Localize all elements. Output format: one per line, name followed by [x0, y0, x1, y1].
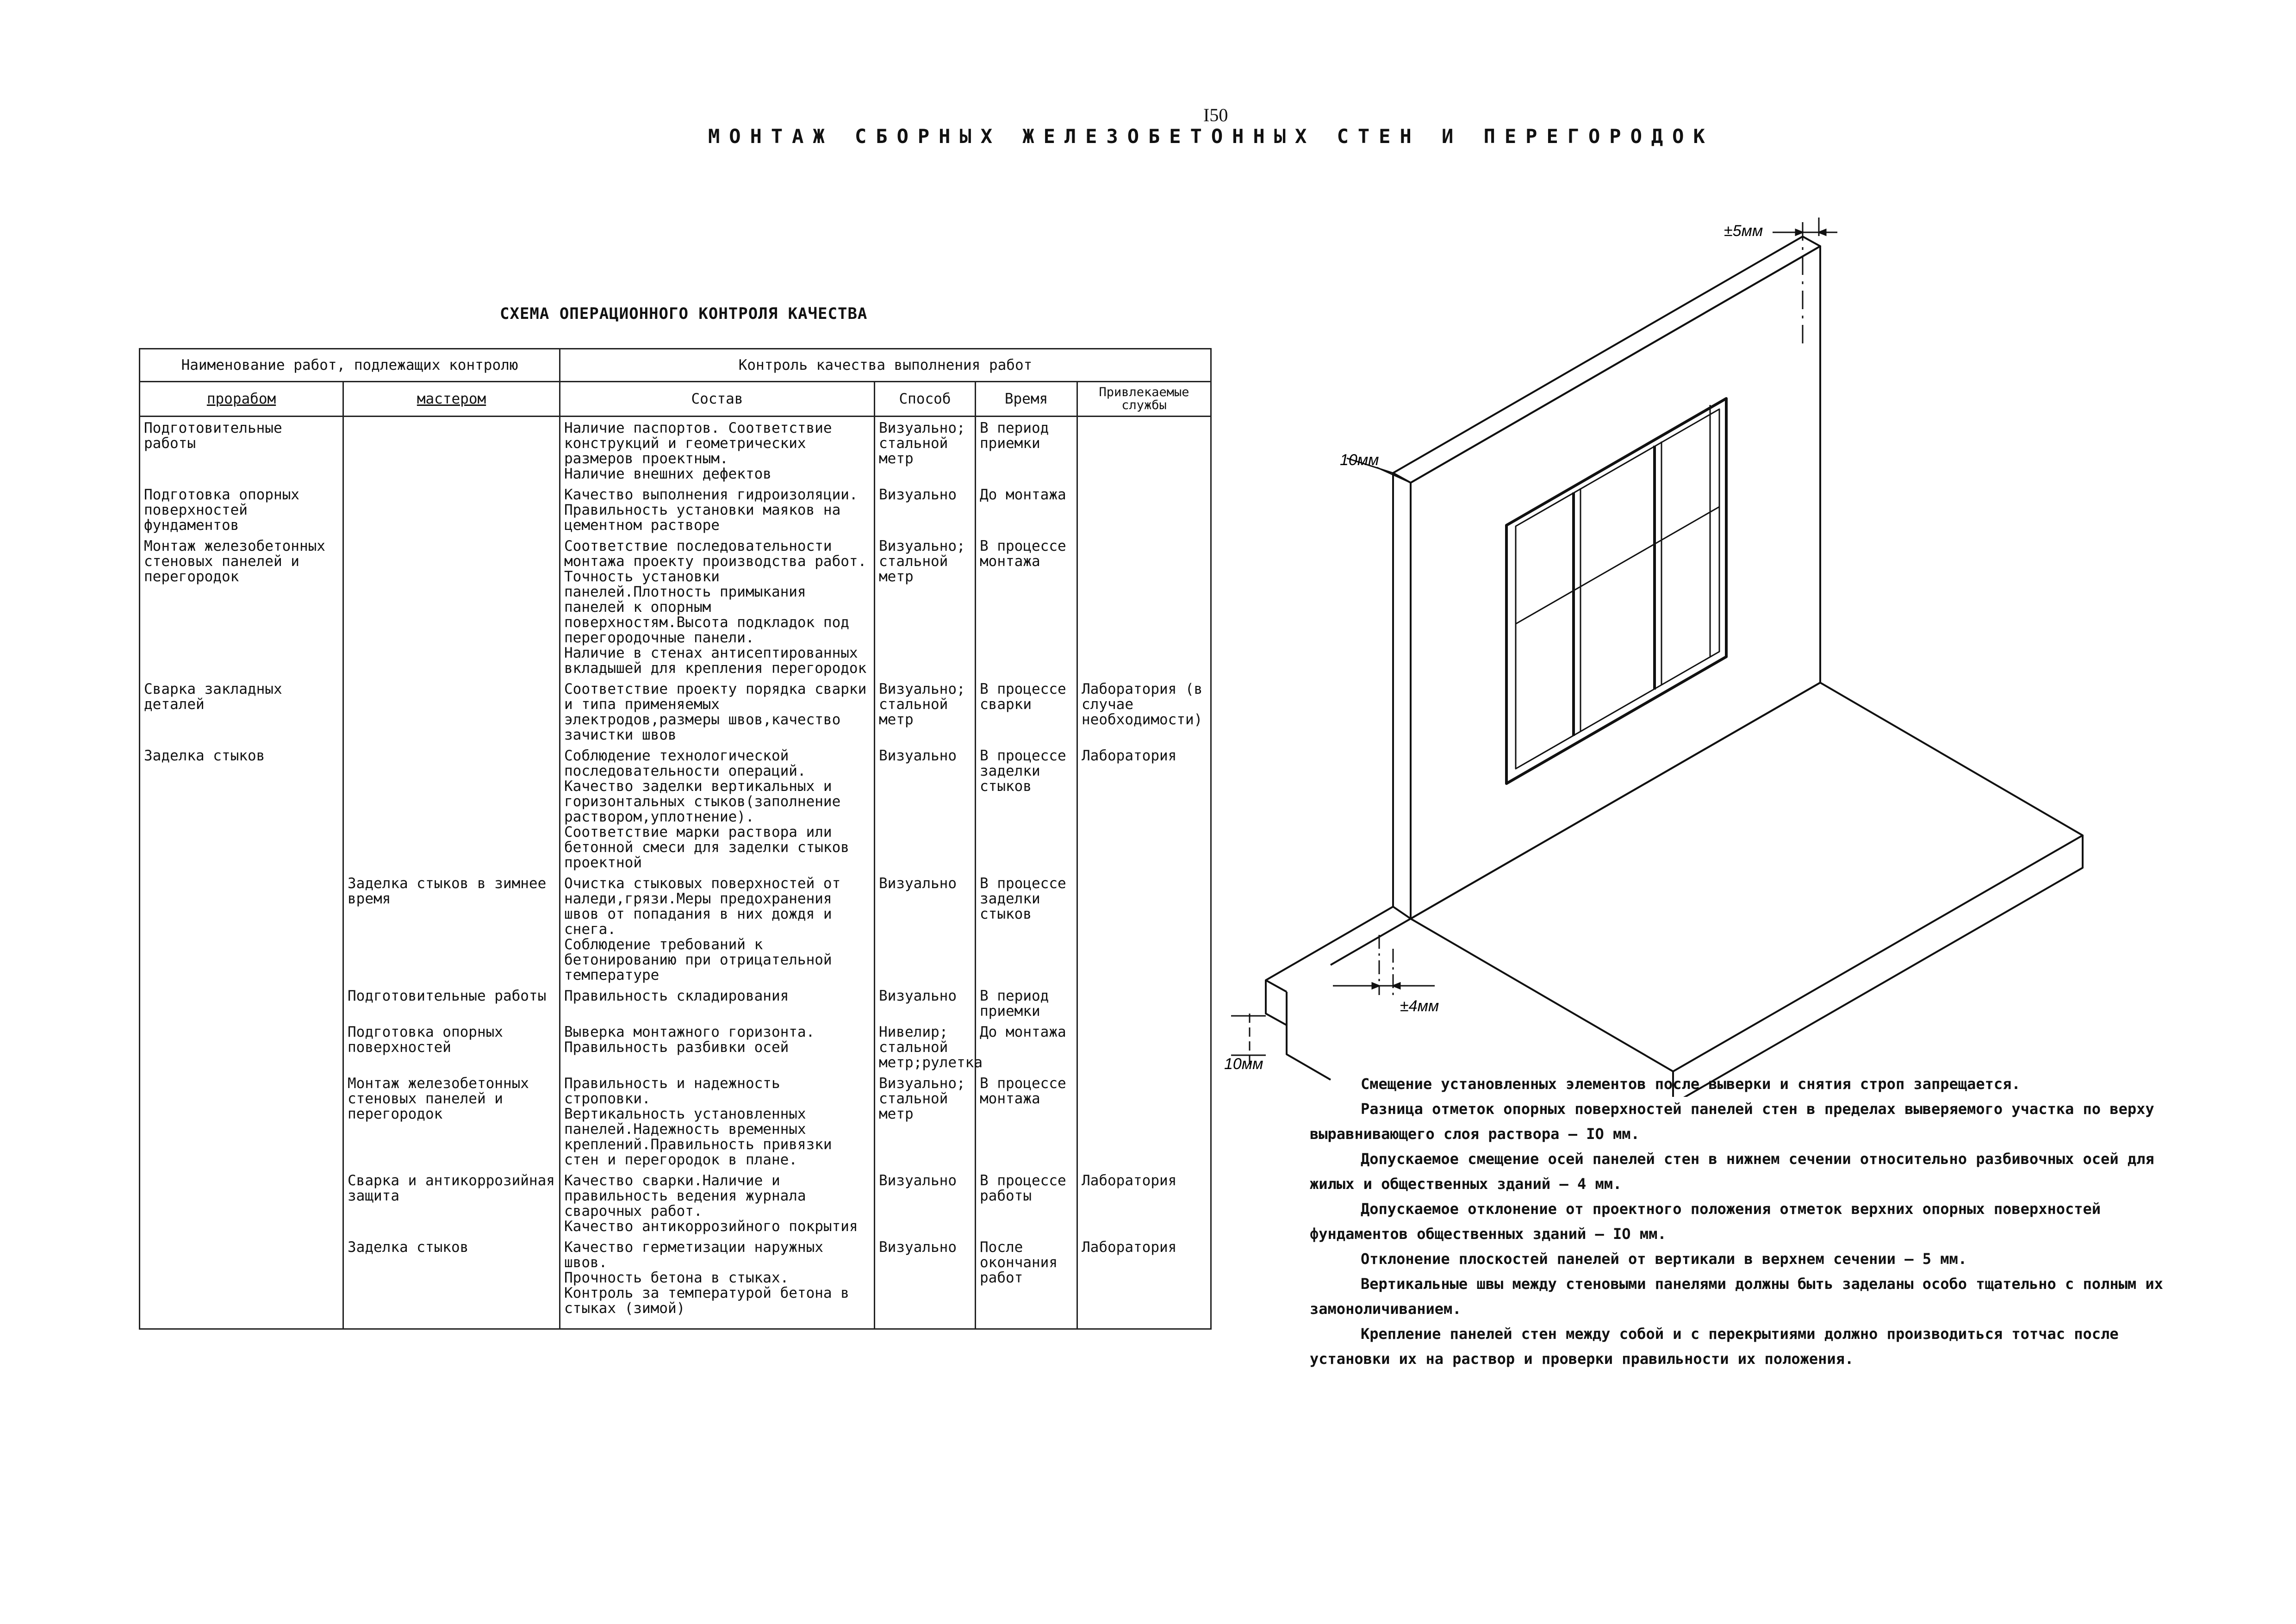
- cell-service: [1077, 872, 1211, 985]
- cell-foreman: Подготовка опорных поверхностей фундаментов: [140, 484, 343, 535]
- table-row: [140, 872, 1211, 985]
- cell-time: В процессе заделки стыков: [976, 872, 1077, 985]
- cell-composition: Качество сварки.Наличие и правильность ведения журнала сварочных работ. Качество антикоррозийного покрытия: [560, 1170, 875, 1236]
- note-paragraph: Смещение установленных элементов после выверки и снятия строп запрещается.: [1361, 1075, 2021, 1093]
- cell-time: В процессе работы: [976, 1170, 1077, 1236]
- cell-foreman: Монтаж железобетонных стеновых панелей и перегородок: [140, 535, 343, 678]
- cell-service: [1077, 1072, 1211, 1170]
- window-opening: [1506, 398, 1726, 784]
- table-title: СХЕМА ОПЕРАЦИОННОГО КОНТРОЛЯ КАЧЕСТВА: [500, 305, 868, 323]
- cell-foreman: [140, 1236, 343, 1329]
- cell-master: [343, 678, 560, 745]
- table-row: [140, 1170, 1211, 1236]
- cell-master: [343, 745, 560, 872]
- notes-block: [1310, 1071, 2189, 1371]
- dim-label-5mm: ±5мм: [1724, 222, 1763, 240]
- cell-service: [1077, 484, 1211, 535]
- cell-composition: Очистка стыковых поверхностей от наледи,грязи.Меры предохранения швов от попадания в них дождя и снега. Соблюдение требований к бетонированию при отрицательной температуре: [560, 872, 875, 985]
- note-paragraph: Разница отметок опорных поверхностей панелей стен в пределах выверяемого участка по верху выравнивающего слоя раствора – IO мм.: [1310, 1100, 2154, 1143]
- table-body: [140, 417, 1211, 1329]
- cell-composition: Наличие паспортов. Соответствие конструкций и геометрических размеров проектным. Наличие внешних дефектов: [560, 417, 875, 484]
- cell-service: [1077, 1021, 1211, 1072]
- dim-label-10mm-edge: 10мм: [1340, 451, 1379, 469]
- cell-composition: Соответствие последовательности монтажа проекту производства работ. Точность установки панелей.Плотность примыкания панелей к опорным поверхностям.Высота подкладок под перегородочные панели. Наличие в стенах антисептированных вкладышей для крепления перегородок: [560, 535, 875, 678]
- cell-service: Лаборатория: [1077, 1236, 1211, 1329]
- cell-foreman: [140, 872, 343, 985]
- cell-method: Визуально: [875, 484, 976, 535]
- cell-service: [1077, 417, 1211, 484]
- cell-foreman: Сварка закладных деталей: [140, 678, 343, 745]
- cell-time: В период приемки: [976, 417, 1077, 484]
- page-heading: МОНТАЖ СБОРНЫХ ЖЕЛЕЗОБЕТОННЫХ СТЕН И ПЕРЕГОРОДОК: [708, 125, 1714, 148]
- cell-time: В процессе монтажа: [976, 1072, 1077, 1170]
- cell-foreman: [140, 1021, 343, 1072]
- floor-slab-front: [1673, 835, 2083, 1097]
- cell-service: Лаборатория: [1077, 745, 1211, 872]
- window-transom: [1516, 507, 1719, 624]
- wall-panel-drawing: [1222, 218, 2194, 1097]
- table-row: [140, 1072, 1211, 1170]
- cell-time: После окончания работ: [976, 1236, 1077, 1329]
- wall-panel-edge: [1393, 236, 1820, 483]
- table-row: [140, 678, 1211, 745]
- table-row: [140, 417, 1211, 484]
- floor-slab-top: [1411, 683, 2083, 1071]
- cell-method: Визуально: [875, 872, 976, 985]
- col-header-method: Способ: [875, 382, 976, 417]
- cell-method: Визуально: [875, 1170, 976, 1236]
- col-header-time: Время: [976, 382, 1077, 417]
- cell-master: Заделка стыков в зимнее время: [343, 872, 560, 985]
- window-frame-inner: [1516, 409, 1719, 769]
- cell-master: Сварка и антикоррозийная защита: [343, 1170, 560, 1236]
- wall-panel-face: [1411, 246, 1820, 919]
- cell-time: В процессе сварки: [976, 678, 1077, 745]
- note-paragraph: Допускаемое отклонение от проектного положения отметок верхних опорных поверхностей фундаментов общественных зданий – IO мм.: [1310, 1200, 2101, 1243]
- page-number: I50: [1203, 105, 1228, 125]
- cell-time: В процессе заделки стыков: [976, 745, 1077, 872]
- table-row: [140, 985, 1211, 1021]
- cell-master: Заделка стыков: [343, 1236, 560, 1329]
- cell-service: Лаборатория (в случае необходимости): [1077, 678, 1211, 745]
- cell-master: [343, 484, 560, 535]
- cell-method: Нивелир; стальной метр;рулетка: [875, 1021, 976, 1072]
- cell-method: Визуально: [875, 745, 976, 872]
- cell-master: [343, 535, 560, 678]
- cell-foreman: [140, 1170, 343, 1236]
- cell-foreman: [140, 985, 343, 1021]
- cell-composition: Правильность складирования: [560, 985, 875, 1021]
- col-header-composition: Состав: [560, 382, 875, 417]
- cell-composition: Соответствие проекту порядка сварки и типа применяемых электродов,размеры швов,качество зачистки швов: [560, 678, 875, 745]
- note-paragraph: Крепление панелей стен между собой и с перекрытиями должно производиться тотчас после установки их на раствор и проверки правильности их положения.: [1310, 1325, 2119, 1368]
- cell-foreman: Заделка стыков: [140, 745, 343, 872]
- cell-foreman: [140, 1072, 343, 1170]
- cell-time: До монтажа: [976, 484, 1077, 535]
- table-row: [140, 745, 1211, 872]
- cell-master: [343, 417, 560, 484]
- note-paragraph: Вертикальные швы между стеновыми панелями должны быть заделаны особо тщательно с полным их замоноличиванием.: [1310, 1275, 2163, 1318]
- col-header-foreman: прорабом: [140, 382, 343, 417]
- dim-label-4mm: ±4мм: [1400, 997, 1439, 1015]
- cell-method: Визуально; стальной метр: [875, 535, 976, 678]
- cell-service: Лаборатория: [1077, 1170, 1211, 1236]
- cell-time: В период приемки: [976, 985, 1077, 1021]
- cell-composition: Качество выполнения гидроизоляции. Правильность установки маяков на цементном растворе: [560, 484, 875, 535]
- header-quality-control: Контроль качества выполнения работ: [560, 349, 1211, 382]
- cell-composition: Качество герметизации наружных швов. Прочность бетона в стыках. Контроль за температурой бетона в стыках (зимой): [560, 1236, 875, 1329]
- cell-time: До монтажа: [976, 1021, 1077, 1072]
- cell-master: Монтаж железобетонных стеновых панелей и перегородок: [343, 1072, 560, 1170]
- cell-foreman: Подготовительные работы: [140, 417, 343, 484]
- cell-time: В процессе монтажа: [976, 535, 1077, 678]
- cell-composition: Соблюдение технологической последовательности операций. Качество заделки вертикальных и горизонтальных стыков(заполнение раствором,уплотнение). Соответствие марки раствора или бетонной смеси для заделки стыков проектной: [560, 745, 875, 872]
- cell-composition: Выверка монтажного горизонта. Правильность разбивки осей: [560, 1021, 875, 1072]
- header-works-to-control: Наименование работ, подлежащих контролю: [140, 349, 560, 382]
- cell-service: [1077, 535, 1211, 678]
- cell-method: Визуально: [875, 985, 976, 1021]
- note-paragraph: Отклонение плоскостей панелей от вертикали в верхнем сечении – 5 мм.: [1361, 1250, 1967, 1268]
- cell-master: Подготовительные работы: [343, 985, 560, 1021]
- quality-control-table: [139, 348, 1212, 1330]
- table-row: [140, 1236, 1211, 1329]
- cell-composition: Правильность и надежность строповки. Вертикальность установленных панелей.Надежность временных креплений.Правильность привязки стен и перегородок в плане.: [560, 1072, 875, 1170]
- cell-master: Подготовка опорных поверхностей: [343, 1021, 560, 1072]
- col-header-services: Привлекаемые службы: [1077, 382, 1211, 417]
- col-header-master: мастером: [343, 382, 560, 417]
- table-row: [140, 1021, 1211, 1072]
- dim-label-10mm-step: 10мм: [1224, 1055, 1263, 1073]
- cell-method: Визуально; стальной метр: [875, 417, 976, 484]
- cell-method: Визуально; стальной метр: [875, 1072, 976, 1170]
- table-row: [140, 535, 1211, 678]
- cell-method: Визуально; стальной метр: [875, 678, 976, 745]
- table-row: [140, 484, 1211, 535]
- cell-service: [1077, 985, 1211, 1021]
- cell-method: Визуально: [875, 1236, 976, 1329]
- note-paragraph: Допускаемое смещение осей панелей стен в нижнем сечении относительно разбивочных осей для жилых и общественных зданий – 4 мм.: [1310, 1150, 2154, 1193]
- foundation-step: [1266, 907, 1393, 1080]
